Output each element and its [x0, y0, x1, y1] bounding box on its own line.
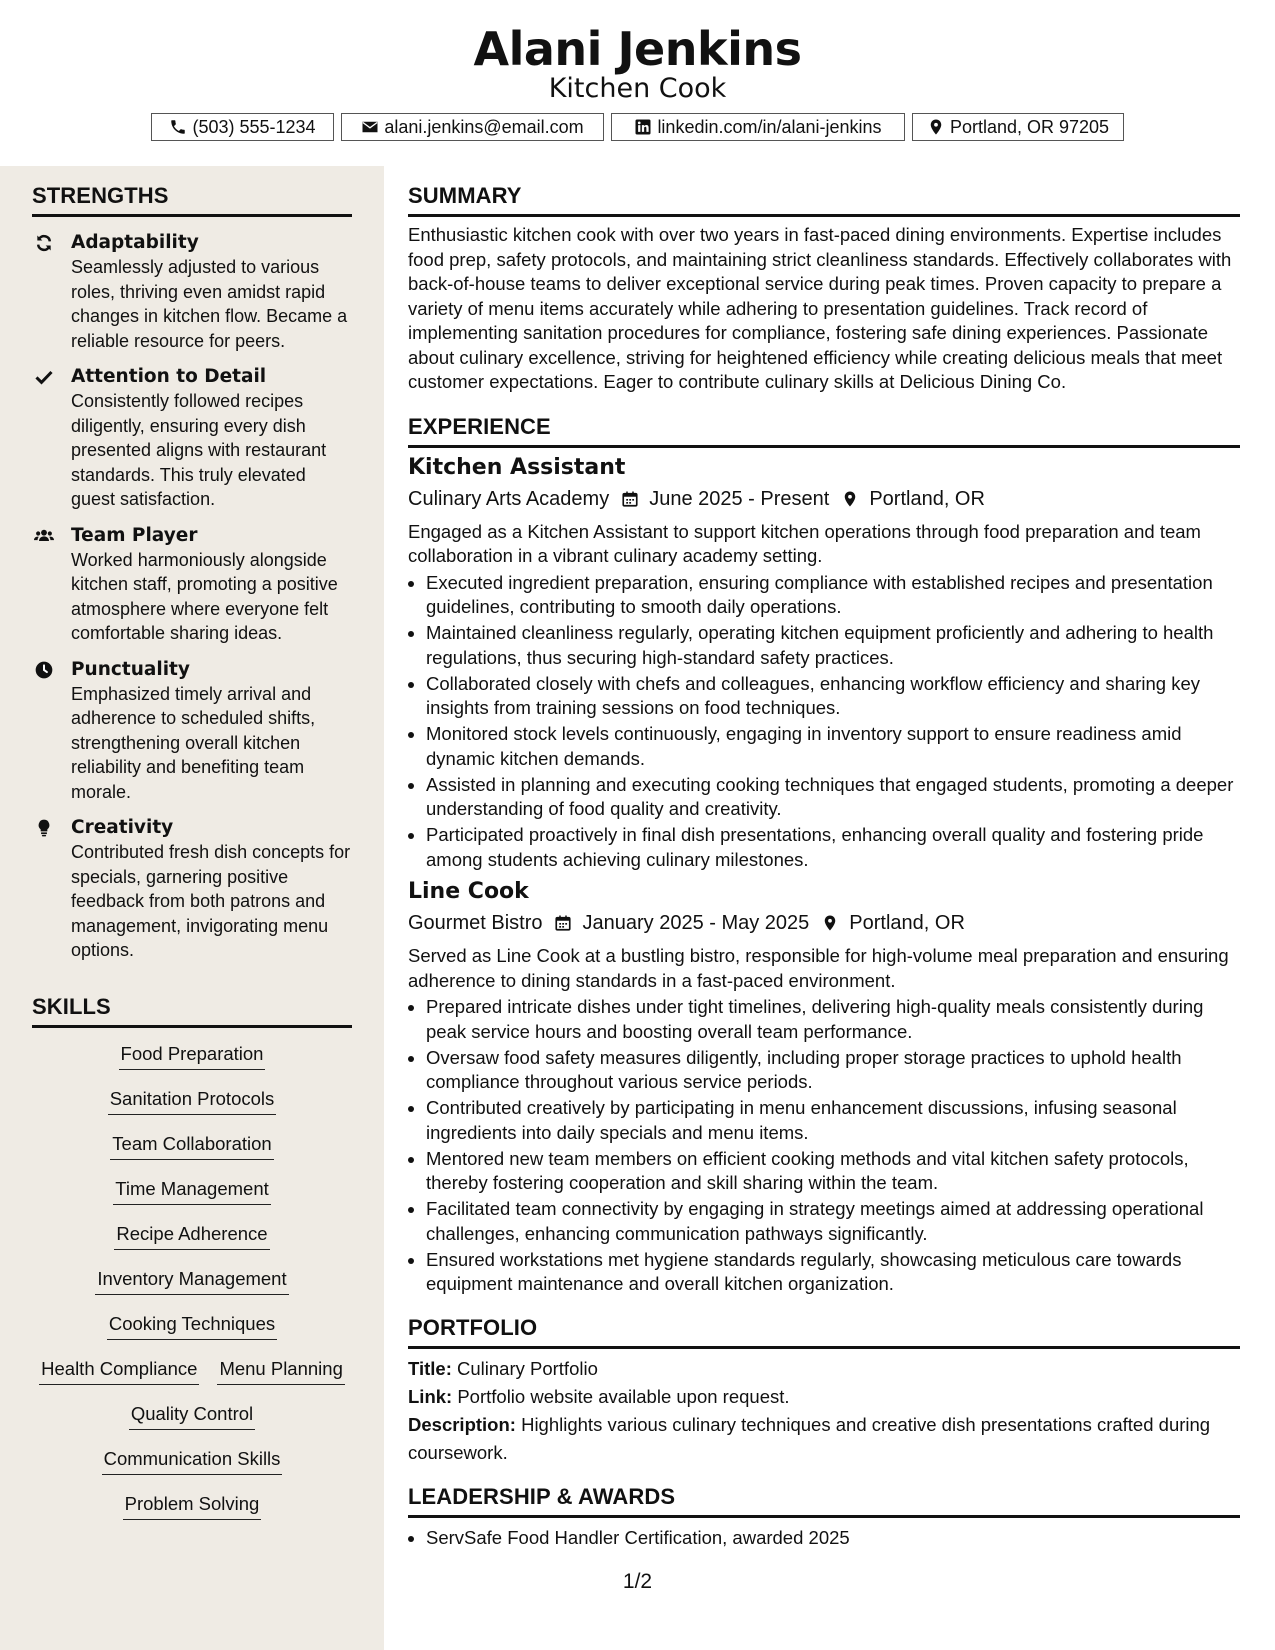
map-pin-icon: [927, 118, 945, 136]
linkedin-text: linkedin.com/in/alani-jenkins: [657, 116, 882, 137]
skill-tag: Problem Solving: [123, 1493, 262, 1520]
skill-tag: Food Preparation: [119, 1043, 266, 1070]
portfolio-title-value: Culinary Portfolio: [457, 1358, 598, 1379]
strength-name: Adaptability: [71, 232, 199, 253]
portfolio-heading: PORTFOLIO: [408, 1298, 1240, 1349]
skill-tag: Quality Control: [129, 1403, 255, 1430]
phone-text: (503) 555-1234: [192, 116, 316, 137]
strength-desc: Emphasized timely arrival and adherence to scheduled shifts, strengthening overall kitchen reliability and benefiting team morale.: [71, 683, 316, 802]
users-icon: [34, 526, 54, 546]
calendar-icon: [621, 489, 639, 509]
experience-heading: EXPERIENCE: [408, 397, 1240, 448]
skill-tag: Health Compliance: [39, 1358, 199, 1385]
skill-tag: Menu Planning: [217, 1358, 344, 1385]
strength-desc: Consistently followed recipes diligently, ensuring every dish presented aligns with restaurant standards. This truly elevated guest satisfaction.: [71, 391, 327, 509]
strength-item: [32, 816, 352, 963]
strengths-heading: STRENGTHS: [32, 166, 352, 217]
job-bullets: [408, 995, 1240, 1297]
sidebar: [0, 166, 384, 1650]
lightbulb-icon: [34, 818, 54, 838]
checkmark-icon: [34, 367, 54, 387]
linkedin-icon: [634, 118, 652, 136]
list-item: • Contributed creatively by participating in menu enhancement discussions, infusing seasonal ingredients into daily specials and menu items.: [426, 1096, 1240, 1145]
job-location: Portland, OR: [849, 912, 965, 934]
strength-item: [32, 524, 352, 646]
job-meta: [408, 484, 1240, 514]
strength-desc: Contributed fresh dish concepts for specials, garnering positive feedback from both patrons and management, invigorating menu options.: [71, 842, 351, 960]
skills-list: [32, 1028, 352, 1529]
portfolio-link-label: Link:: [408, 1386, 453, 1407]
list-item: • Collaborated closely with chefs and colleagues, enhancing workflow efficiency and sharing key insights from training sessions on food techniques.: [426, 672, 1240, 721]
job-description: Engaged as a Kitchen Assistant to support kitchen operations through food preparation and team collaboration in a vibrant culinary academy setting.: [408, 520, 1201, 566]
location-text: Portland, OR 97205: [949, 116, 1110, 137]
skill-tag: Recipe Adherence: [114, 1223, 269, 1250]
contact-bar: [0, 113, 1275, 141]
awards-list: [408, 1526, 1240, 1551]
list-item: • Participated proactively in final dish presentations, enhancing overall quality and fostering pride among students achieving culinary milestones.: [426, 823, 1240, 872]
strength-name: Creativity: [71, 817, 174, 838]
list-item: • Prepared intricate dishes under tight timelines, delivering high-quality meals consistently during peak service hours and boosting overall team performance.: [426, 995, 1240, 1044]
list-item: • Oversaw food safety measures diligently, including proper storage practices to uphold health compliance throughout various service periods.: [426, 1046, 1240, 1095]
contact-linkedin[interactable]: [611, 113, 905, 141]
awards-heading: LEADERSHIP & AWARDS: [408, 1467, 1240, 1518]
calendar-icon: [554, 913, 572, 933]
contact-phone[interactable]: [151, 113, 334, 141]
list-item: • Monitored stock levels continuously, engaging in inventory support to ensure readiness amid dynamic kitchen demands.: [426, 722, 1240, 771]
contact-location: [912, 113, 1124, 141]
contact-email[interactable]: [341, 113, 604, 141]
skill-tag: Time Management: [113, 1178, 271, 1205]
strength-desc: Worked harmoniously alongside kitchen staff, promoting a positive atmosphere where everyone felt comfortable sharing ideas.: [71, 549, 338, 643]
portfolio-desc-line: [408, 1411, 1240, 1467]
phone-icon: [169, 118, 187, 136]
clock-icon: [34, 660, 54, 680]
sync-icon: [34, 233, 54, 253]
skills-heading: SKILLS: [32, 977, 352, 1028]
strength-item: [32, 658, 352, 805]
portfolio-title-label: Title:: [408, 1358, 452, 1379]
job-bullets: [408, 571, 1240, 873]
job-meta: [408, 908, 1240, 938]
map-pin-icon: [841, 489, 859, 509]
candidate-title: Kitchen Cook: [548, 73, 727, 104]
job-dates: June 2025 - Present: [649, 487, 830, 510]
job-title: Kitchen Assistant: [408, 454, 626, 480]
strength-item: [32, 231, 352, 353]
summary-heading: SUMMARY: [408, 166, 1240, 217]
candidate-name: Alani Jenkins: [473, 22, 802, 76]
list-item: • Facilitated team connectivity by engaging in strategy meetings aimed at addressing operational challenges, enhancing communication pathways significantly.: [426, 1197, 1240, 1246]
portfolio-link-value: Portfolio website available upon request.: [457, 1386, 790, 1407]
job-title: Line Cook: [408, 879, 529, 904]
strength-desc: Seamlessly adjusted to various roles, thriving even amidst rapid changes in kitchen flow. Became a reliable resource for peers.: [71, 257, 348, 351]
page-number: 1/2: [622, 1570, 653, 1593]
email-text: alani.jenkins@email.com: [384, 116, 584, 137]
map-pin-icon: [821, 913, 839, 933]
strength-name: Punctuality: [71, 658, 190, 680]
envelope-icon: [361, 118, 379, 136]
skill-tag: Inventory Management: [95, 1268, 288, 1295]
portfolio-title-line: [408, 1355, 1240, 1383]
portfolio-desc-label: Description:: [408, 1414, 516, 1435]
list-item: • Assisted in planning and executing cooking techniques that engaged students, promoting a deeper understanding of food quality and creativity.: [426, 773, 1240, 822]
main-column: [408, 166, 1240, 1552]
job-location: Portland, OR: [869, 487, 985, 510]
skill-tag: Communication Skills: [102, 1448, 283, 1475]
strength-name: Team Player: [71, 524, 198, 546]
portfolio-desc-value: Highlights various culinary techniques and creative dish presentations crafted during coursework.: [408, 1414, 1211, 1463]
strength-item: [32, 365, 352, 512]
list-item: • Mentored new team members on efficient cooking methods and vital kitchen safety protocols, thereby fostering cooperation and skill sharing within the team.: [426, 1147, 1240, 1196]
list-item: • Maintained cleanliness regularly, operating kitchen equipment proficiently and adhering to health regulations, thus securing high-standard safety practices.: [426, 621, 1240, 670]
job-description: Served as Line Cook at a bustling bistro, responsible for high-volume meal preparation and ensuring adherence to dining standards in a fast-paced environment.: [408, 945, 1229, 991]
summary-text: Enthusiastic kitchen cook with over two years in fast-paced dining environments. Expertise includes food prep, safety protocols, and maintaining strict cleanliness standards. Effectively collaborates with back-of-house teams to deliver exceptional service during peak times. Proven capacity to prepare a variety of menu items accurately while adhering to presentation guidelines. Track record of implementing sanitation procedures for compliance, fostering safe dining experiences. Passionate about culinary excellence, striving for heightened efficiency while creating delicious meals that meet customer expectations. Eager to contribute culinary skills at Delicious Dining Co.: [408, 224, 1232, 392]
portfolio-link-line: [408, 1383, 1240, 1411]
list-item: • Executed ingredient preparation, ensuring compliance with established recipes and presentation guidelines, contributing to smooth daily operations.: [426, 571, 1240, 620]
job-entry: [408, 454, 1240, 873]
job-dates: January 2025 - May 2025: [582, 912, 810, 934]
list-item: • Ensured workstations met hygiene standards regularly, showcasing meticulous care towards equipment maintenance and overall kitchen organization.: [426, 1248, 1240, 1297]
job-company: Culinary Arts Academy: [408, 487, 610, 510]
skill-tag: Cooking Techniques: [107, 1313, 277, 1340]
resume-header: [0, 0, 1275, 160]
portfolio-block: [408, 1355, 1240, 1467]
skill-tag: Team Collaboration: [110, 1133, 273, 1160]
strength-name: Attention to Detail: [71, 366, 267, 387]
job-entry: [408, 878, 1240, 1297]
skill-tag: Sanitation Protocols: [108, 1088, 277, 1115]
list-item: • ServSafe Food Handler Certification, awarded 2025: [426, 1526, 1240, 1551]
job-company: Gourmet Bistro: [408, 912, 543, 934]
